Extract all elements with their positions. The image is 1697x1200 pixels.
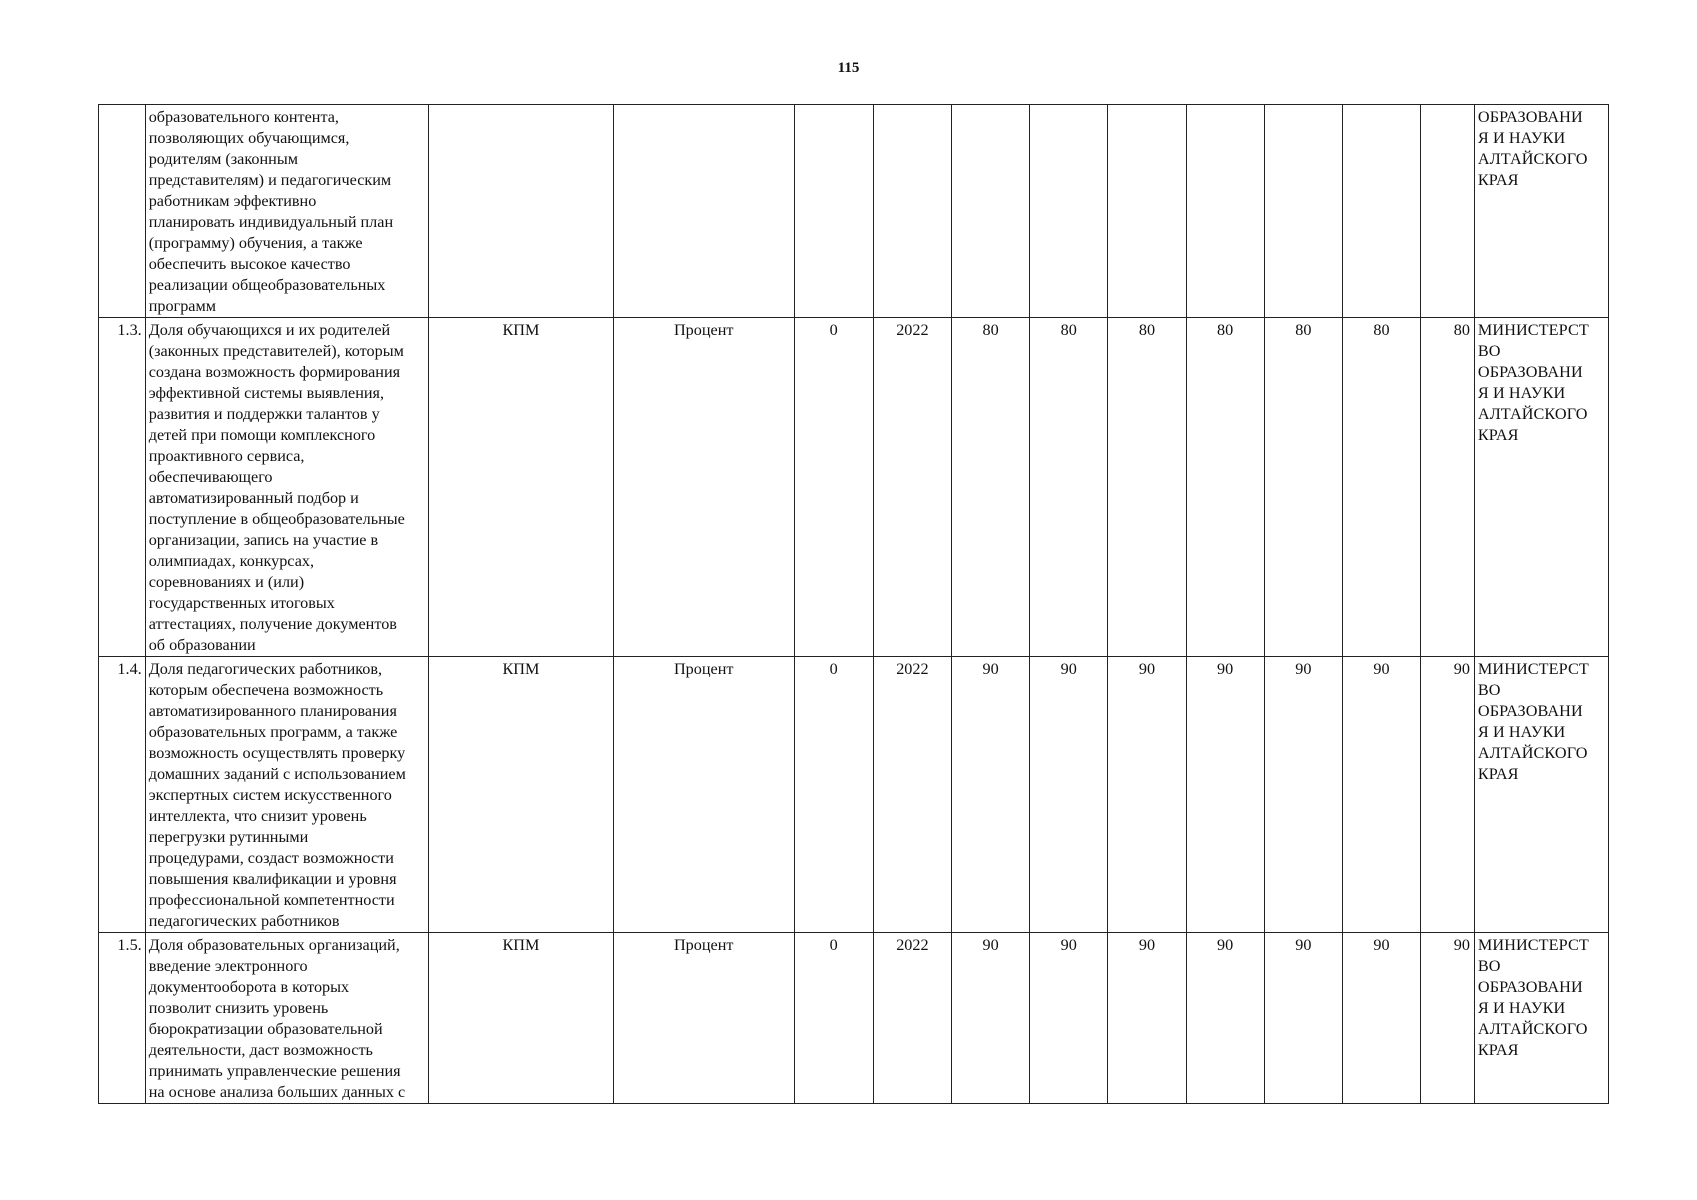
year-value-3 xyxy=(1108,105,1186,318)
responsible-body: МИНИСТЕРСТ ВО ОБРАЗОВАНИ Я И НАУКИ АЛТАЙСКОГО КРАЯ xyxy=(1474,657,1608,933)
year-value-7 xyxy=(1421,105,1475,318)
unit-of-measure: Процент xyxy=(613,657,794,933)
year-value-6 xyxy=(1342,105,1420,318)
year-value-1: 80 xyxy=(951,318,1029,657)
indicator-description: образовательного контента, позволяющих обучающимся, родителям (законным представителям) и педагогическим работникам эффективно планировать индивидуальный план (программу) обучения, а также обеспечить высокое качество реализации общеобразовательных программ xyxy=(145,105,428,318)
year-value-2: 80 xyxy=(1030,318,1108,657)
base-value: 0 xyxy=(794,933,873,1104)
indicator-type xyxy=(429,105,614,318)
year-value-4: 80 xyxy=(1186,318,1264,657)
year-value-4: 90 xyxy=(1186,933,1264,1104)
unit-of-measure: Процент xyxy=(613,318,794,657)
base-year: 2022 xyxy=(873,318,951,657)
indicator-description: Доля педагогических работников, которым обеспечена возможность автоматизированного планирования образовательных программ, а также возможность осуществлять проверку домашних заданий с использованием экспертных систем искусственного интеллекта, что снизит уровень перегрузки рутинными процедурами, создаст возможности повышения квалификации и уровня профессиональной компетентности педагогических работников xyxy=(145,657,428,933)
year-value-7: 90 xyxy=(1421,657,1475,933)
year-value-4: 90 xyxy=(1186,657,1264,933)
responsible-body: ОБРАЗОВАНИ Я И НАУКИ АЛТАЙСКОГО КРАЯ xyxy=(1474,105,1608,318)
year-value-5: 80 xyxy=(1264,318,1342,657)
responsible-body: МИНИСТЕРСТ ВО ОБРАЗОВАНИ Я И НАУКИ АЛТАЙСКОГО КРАЯ xyxy=(1474,318,1608,657)
year-value-1: 90 xyxy=(951,657,1029,933)
indicator-type: КПМ xyxy=(429,933,614,1104)
row-number: 1.5. xyxy=(99,933,146,1104)
year-value-2 xyxy=(1030,105,1108,318)
indicator-description: Доля образовательных организаций, введение электронного документооборота в которых позволит снизить уровень бюрократизации образовательной деятельности, даст возможность принимать управленческие решения на основе анализа больших данных с xyxy=(145,933,428,1104)
year-value-6: 80 xyxy=(1342,318,1420,657)
responsible-body: МИНИСТЕРСТ ВО ОБРАЗОВАНИ Я И НАУКИ АЛТАЙСКОГО КРАЯ xyxy=(1474,933,1608,1104)
table-row xyxy=(99,933,1609,1104)
year-value-3: 90 xyxy=(1108,933,1186,1104)
year-value-3: 80 xyxy=(1108,318,1186,657)
row-number: 1.3. xyxy=(99,318,146,657)
year-value-6: 90 xyxy=(1342,933,1420,1104)
year-value-4 xyxy=(1186,105,1264,318)
table-row xyxy=(99,657,1609,933)
year-value-1 xyxy=(951,105,1029,318)
table-row xyxy=(99,318,1609,657)
indicator-type: КПМ xyxy=(429,318,614,657)
base-year xyxy=(873,105,951,318)
indicators-table xyxy=(98,104,1609,1104)
year-value-5: 90 xyxy=(1264,933,1342,1104)
unit-of-measure: Процент xyxy=(613,933,794,1104)
unit-of-measure xyxy=(613,105,794,318)
indicator-type: КПМ xyxy=(429,657,614,933)
year-value-7: 80 xyxy=(1421,318,1475,657)
year-value-7: 90 xyxy=(1421,933,1475,1104)
row-number xyxy=(99,105,146,318)
base-value: 0 xyxy=(794,318,873,657)
year-value-5 xyxy=(1264,105,1342,318)
year-value-2: 90 xyxy=(1030,657,1108,933)
base-year: 2022 xyxy=(873,933,951,1104)
page-number: 115 xyxy=(837,60,860,76)
base-value xyxy=(794,105,873,318)
year-value-3: 90 xyxy=(1108,657,1186,933)
base-value: 0 xyxy=(794,657,873,933)
row-number: 1.4. xyxy=(99,657,146,933)
indicator-description: Доля обучающихся и их родителей (законных представителей), которым создана возможность формирования эффективной системы выявления, развития и поддержки талантов у детей при помощи комплексного проактивного сервиса, обеспечивающего автоматизированный подбор и поступление в общеобразовательные организации, запись на участие в олимпиадах, конкурсах, соревнованиях и (или) государственных итоговых аттестациях, получение документов об образовании xyxy=(145,318,428,657)
table-row xyxy=(99,105,1609,318)
year-value-1: 90 xyxy=(951,933,1029,1104)
base-year: 2022 xyxy=(873,657,951,933)
year-value-5: 90 xyxy=(1264,657,1342,933)
year-value-2: 90 xyxy=(1030,933,1108,1104)
year-value-6: 90 xyxy=(1342,657,1420,933)
